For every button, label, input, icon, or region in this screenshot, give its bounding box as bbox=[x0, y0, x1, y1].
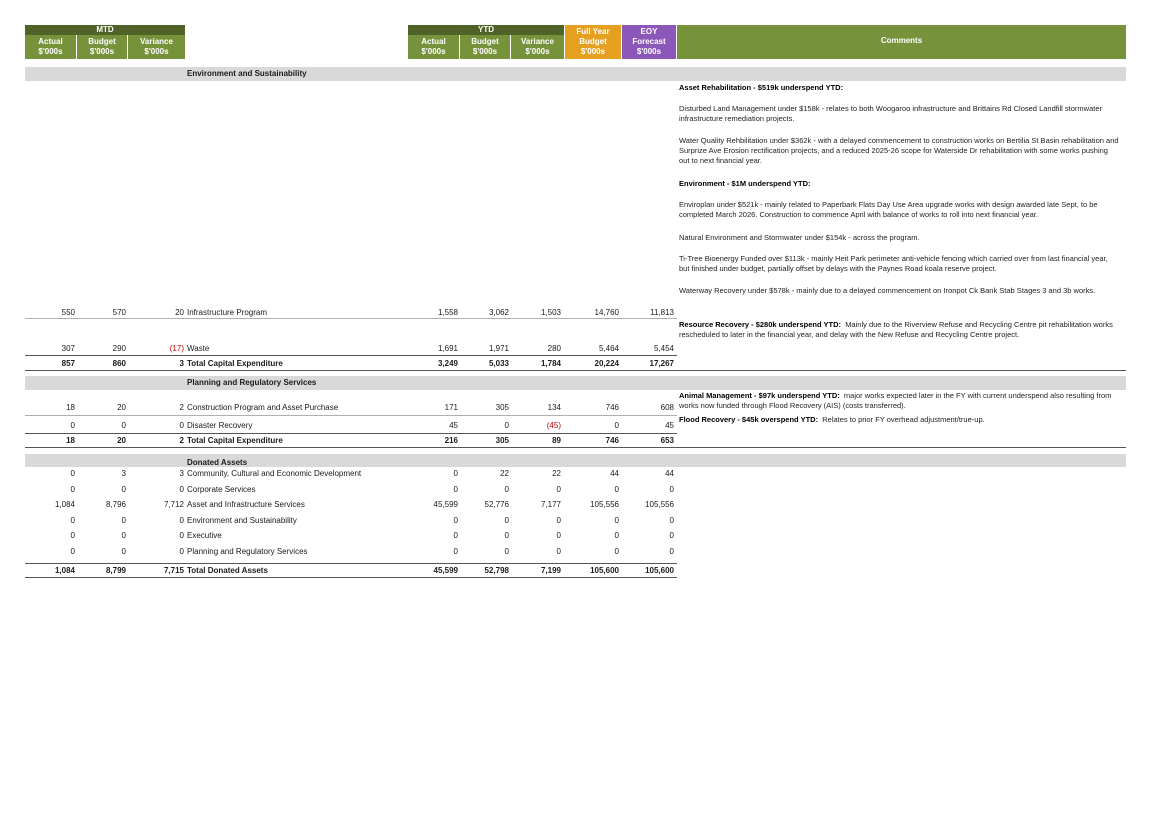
row-label: Disaster Recovery bbox=[187, 421, 253, 430]
mtd-budget-cell: 0 bbox=[121, 516, 126, 525]
comment-asset-rehab-p1: Disturbed Land Management under $158k - relates to both Woogaroo infrastructure and Brittains Rd Closed Landfill stormwater infrastructure remediation projects. bbox=[679, 104, 1103, 123]
mtd-variance-cell: 20 bbox=[175, 308, 184, 317]
ytd-budget-cell: 5,033 bbox=[488, 359, 509, 368]
mtd-group-header: MTD bbox=[25, 25, 185, 35]
section-planning bbox=[25, 376, 1126, 390]
total-bottom-border bbox=[25, 447, 1126, 448]
mtd-variance-cell: 3 bbox=[179, 469, 184, 478]
mtd-budget-cell: 8,796 bbox=[105, 500, 126, 509]
full-year-budget-cell: 105,600 bbox=[590, 566, 619, 575]
comment-environment-p3: Ti-Tree Bioenergy Funded over $113k - mainly Heit Park perimeter anti-vehicle fencing which carried over from last financial year, but finished under budget, partially offset by delays with the Paynes Road koala reserve project. bbox=[679, 254, 1108, 273]
full-year-budget-cell: 0 bbox=[614, 485, 619, 494]
ytd-variance-cell: 0 bbox=[556, 531, 561, 540]
eoy-forecast-cell: 0 bbox=[669, 547, 674, 556]
mtd-actual-cell: 0 bbox=[70, 421, 75, 430]
ytd-variance-cell: 1,784 bbox=[540, 359, 561, 368]
eoy-forecast-cell: 0 bbox=[669, 516, 674, 525]
full-year-budget-cell: 105,556 bbox=[590, 500, 619, 509]
eoy-forecast-cell: 0 bbox=[669, 485, 674, 494]
eoy-forecast-cell: 105,556 bbox=[645, 500, 674, 509]
row-label: Total Donated Assets bbox=[187, 566, 268, 575]
ytd-variance-cell: 7,199 bbox=[540, 566, 561, 575]
mtd-budget-cell: 290 bbox=[112, 344, 126, 353]
section-donated-label: Donated Assets bbox=[187, 458, 248, 467]
eoy-forecast-cell: 0 bbox=[669, 531, 674, 540]
ytd-variance-cell: 280 bbox=[547, 344, 561, 353]
mtd-variance-cell: 2 bbox=[179, 403, 184, 412]
total-bottom-border bbox=[25, 577, 677, 578]
full-year-budget-cell: 20,224 bbox=[594, 359, 619, 368]
eoy-forecast-header: EOY Forecast $'000s bbox=[622, 25, 676, 59]
mtd-budget-header: Budget $'000s bbox=[88, 37, 116, 56]
comment-environment-p2: Natural Environment and Stormwater under $154k - across the program. bbox=[679, 233, 920, 242]
mtd-actual-cell: 1,084 bbox=[54, 566, 75, 575]
mtd-actual-header: Actual $'000s bbox=[38, 37, 63, 56]
eoy-forecast-cell: 105,600 bbox=[645, 566, 674, 575]
ytd-budget-cell: 0 bbox=[504, 531, 509, 540]
total-bottom-border bbox=[25, 370, 1126, 371]
mtd-budget-cell: 20 bbox=[117, 436, 126, 445]
ytd-actual-cell: 45,599 bbox=[433, 566, 458, 575]
ytd-actual-cell: 0 bbox=[453, 531, 458, 540]
full-year-budget-cell: 44 bbox=[610, 469, 619, 478]
mtd-actual-cell: 857 bbox=[61, 359, 75, 368]
section-planning-label: Planning and Regulatory Services bbox=[187, 378, 317, 387]
eoy-forecast-cell: 45 bbox=[665, 421, 674, 430]
ytd-actual-cell: 216 bbox=[444, 436, 458, 445]
comment-environment-p4: Waterway Recovery under $578k - mainly due to a delayed commencement on Ironpot Ck Bank Stab Stages 3 and 3b works. bbox=[679, 286, 1096, 295]
mtd-actual-cell: 0 bbox=[70, 547, 75, 556]
mtd-variance-cell: 2 bbox=[179, 436, 184, 445]
ytd-variance-cell: 0 bbox=[556, 547, 561, 556]
ytd-actual-cell: 1,691 bbox=[437, 344, 458, 353]
comment-flood-recovery: Flood Recovery - $45k overspend YTD: Relates to prior FY overhead adjustment/true-up. bbox=[679, 415, 985, 424]
ytd-variance-cell: 134 bbox=[547, 403, 561, 412]
full-year-budget-cell: 5,464 bbox=[598, 344, 619, 353]
total-top-border bbox=[25, 433, 677, 434]
full-year-budget-cell: 0 bbox=[614, 531, 619, 540]
comment-animal-management: Animal Management - $97k underspend YTD: major works expected later in the FY with current underspend also resulting from works now funded through Flood Recovery (AIS) (costs transferred). bbox=[679, 391, 1112, 410]
ytd-budget-cell: 0 bbox=[504, 547, 509, 556]
mtd-actual-cell: 0 bbox=[70, 531, 75, 540]
row-label: Asset and Infrastructure Services bbox=[187, 500, 305, 509]
eoy-forecast-cell: 17,267 bbox=[649, 359, 674, 368]
mtd-budget-cell: 0 bbox=[121, 531, 126, 540]
full-year-budget-cell: 746 bbox=[605, 403, 619, 412]
mtd-variance-cell: (17) bbox=[169, 344, 184, 353]
ytd-budget-cell: 1,971 bbox=[488, 344, 509, 353]
mtd-variance-cell: 0 bbox=[179, 485, 184, 494]
eoy-forecast-cell: 11,813 bbox=[650, 308, 674, 317]
ytd-variance-cell: 0 bbox=[556, 485, 561, 494]
section-donated bbox=[25, 454, 1126, 467]
row-label: Construction Program and Asset Purchase bbox=[187, 403, 339, 412]
ytd-variance-cell: 22 bbox=[552, 469, 561, 478]
row-label: Community, Cultural and Economic Development bbox=[187, 469, 362, 478]
ytd-budget-cell: 0 bbox=[504, 516, 509, 525]
eoy-forecast-cell: 44 bbox=[665, 469, 674, 478]
comment-resource-recovery: Resource Recovery - $280k underspend YTD: Mainly due to the Riverview Refuse and Recycling Centre pit rehabilitation works rescheduled to later in the financial year, and delay with the New Refuse and Recycling Centre project. bbox=[679, 320, 1113, 339]
ytd-variance-header: Variance $'000s bbox=[521, 37, 554, 56]
mtd-budget-cell: 860 bbox=[112, 359, 126, 368]
row-label: Waste bbox=[187, 344, 210, 353]
ytd-actual-cell: 0 bbox=[453, 516, 458, 525]
total-top-border bbox=[25, 563, 677, 564]
mtd-budget-cell: 3 bbox=[121, 469, 126, 478]
ytd-actual-header: Actual $'000s bbox=[421, 37, 446, 56]
ytd-actual-cell: 171 bbox=[444, 403, 458, 412]
ytd-actual-cell: 1,558 bbox=[437, 308, 458, 317]
mtd-variance-header: Variance $'000s bbox=[140, 37, 173, 56]
eoy-forecast-cell: 608 bbox=[660, 403, 674, 412]
mtd-variance-cell: 0 bbox=[179, 531, 184, 540]
full-year-budget-cell: 746 bbox=[605, 436, 619, 445]
row-label: Total Capital Expenditure bbox=[187, 436, 283, 445]
mtd-budget-cell: 8,799 bbox=[105, 566, 126, 575]
mtd-actual-cell: 1,084 bbox=[54, 500, 75, 509]
ytd-budget-header: Budget $'000s bbox=[471, 37, 499, 56]
row-label: Planning and Regulatory Services bbox=[187, 547, 308, 556]
mtd-budget-cell: 0 bbox=[121, 547, 126, 556]
ytd-budget-cell: 0 bbox=[504, 485, 509, 494]
row-label: Corporate Services bbox=[187, 485, 256, 494]
mtd-actual-cell: 307 bbox=[61, 344, 75, 353]
mtd-actual-cell: 0 bbox=[70, 516, 75, 525]
comment-environment-title: Environment - $1M underspend YTD: bbox=[679, 179, 811, 188]
comment-environment-p1: Enviroplan under $521k - mainly related to Paperbark Flats Day Use Area upgrade works with design awarded late Sept, to be completed March 2026. Construction to commence April with balance of works to roll into next financial year. bbox=[679, 200, 1098, 219]
mtd-budget-cell: 0 bbox=[121, 421, 126, 430]
mtd-variance-cell: 7,715 bbox=[163, 566, 184, 575]
ytd-variance-cell: 7,177 bbox=[540, 500, 561, 509]
ytd-variance-cell: 1,503 bbox=[540, 308, 561, 317]
mtd-variance-cell: 0 bbox=[179, 516, 184, 525]
mtd-actual-cell: 550 bbox=[61, 308, 75, 317]
section-environment-label: Environment and Sustainability bbox=[187, 69, 307, 78]
row-divider bbox=[25, 415, 677, 416]
mtd-budget-cell: 20 bbox=[117, 403, 126, 412]
mtd-variance-cell: 3 bbox=[179, 359, 184, 368]
ytd-actual-cell: 3,249 bbox=[437, 359, 458, 368]
ytd-actual-cell: 45 bbox=[449, 421, 458, 430]
ytd-budget-cell: 0 bbox=[504, 421, 509, 430]
row-label: Total Capital Expenditure bbox=[187, 359, 283, 368]
ytd-budget-cell: 52,798 bbox=[484, 566, 509, 575]
comment-asset-rehab-title: Asset Rehabilitation - $519k underspend YTD: bbox=[679, 83, 844, 92]
mtd-variance-cell: 0 bbox=[179, 421, 184, 430]
full-year-budget-cell: 14,760 bbox=[594, 308, 619, 317]
full-year-budget-cell: 0 bbox=[614, 516, 619, 525]
row-label: Infrastructure Program bbox=[187, 308, 268, 317]
eoy-forecast-cell: 653 bbox=[660, 436, 674, 445]
ytd-actual-cell: 0 bbox=[453, 469, 458, 478]
row-label: Executive bbox=[187, 531, 222, 540]
mtd-variance-cell: 0 bbox=[179, 547, 184, 556]
ytd-budget-cell: 3,062 bbox=[488, 308, 509, 317]
ytd-budget-cell: 305 bbox=[495, 436, 509, 445]
mtd-variance-cell: 7,712 bbox=[163, 500, 184, 509]
ytd-actual-cell: 0 bbox=[453, 485, 458, 494]
row-label: Environment and Sustainability bbox=[187, 516, 297, 525]
ytd-budget-cell: 22 bbox=[500, 469, 509, 478]
ytd-actual-cell: 45,599 bbox=[433, 500, 458, 509]
section-environment bbox=[25, 67, 1126, 81]
mtd-actual-cell: 0 bbox=[70, 469, 75, 478]
total-top-border bbox=[25, 355, 677, 356]
full-year-budget-cell: 0 bbox=[614, 421, 619, 430]
mtd-actual-cell: 18 bbox=[66, 436, 75, 445]
mtd-actual-cell: 18 bbox=[66, 403, 75, 412]
full-year-budget-cell: 0 bbox=[614, 547, 619, 556]
ytd-budget-cell: 305 bbox=[495, 403, 509, 412]
ytd-variance-cell: 0 bbox=[556, 516, 561, 525]
comment-asset-rehab-p2: Water Quality Rehbilitation under $362k - with a delayed commencement to construction works on Bertilia St Basin rehabilitation and Surprize Ave Erosion rectification projects, and a reduced 2025-26 scope for Waterside Dr rehabilitation with some works pushing out to next financial year. bbox=[679, 136, 1119, 165]
mtd-budget-cell: 570 bbox=[112, 308, 126, 317]
ytd-actual-cell: 0 bbox=[453, 547, 458, 556]
ytd-budget-cell: 52,776 bbox=[484, 500, 509, 509]
row-divider bbox=[25, 318, 677, 319]
eoy-forecast-cell: 5,454 bbox=[653, 344, 674, 353]
mtd-actual-cell: 0 bbox=[70, 485, 75, 494]
full-year-budget-header: Full Year Budget $'000s bbox=[565, 25, 621, 59]
mtd-budget-cell: 0 bbox=[121, 485, 126, 494]
ytd-variance-cell: 89 bbox=[552, 436, 561, 445]
ytd-group-header: YTD bbox=[408, 25, 564, 35]
comments-header: Comments bbox=[677, 25, 1126, 59]
ytd-variance-cell: (45) bbox=[546, 421, 561, 430]
